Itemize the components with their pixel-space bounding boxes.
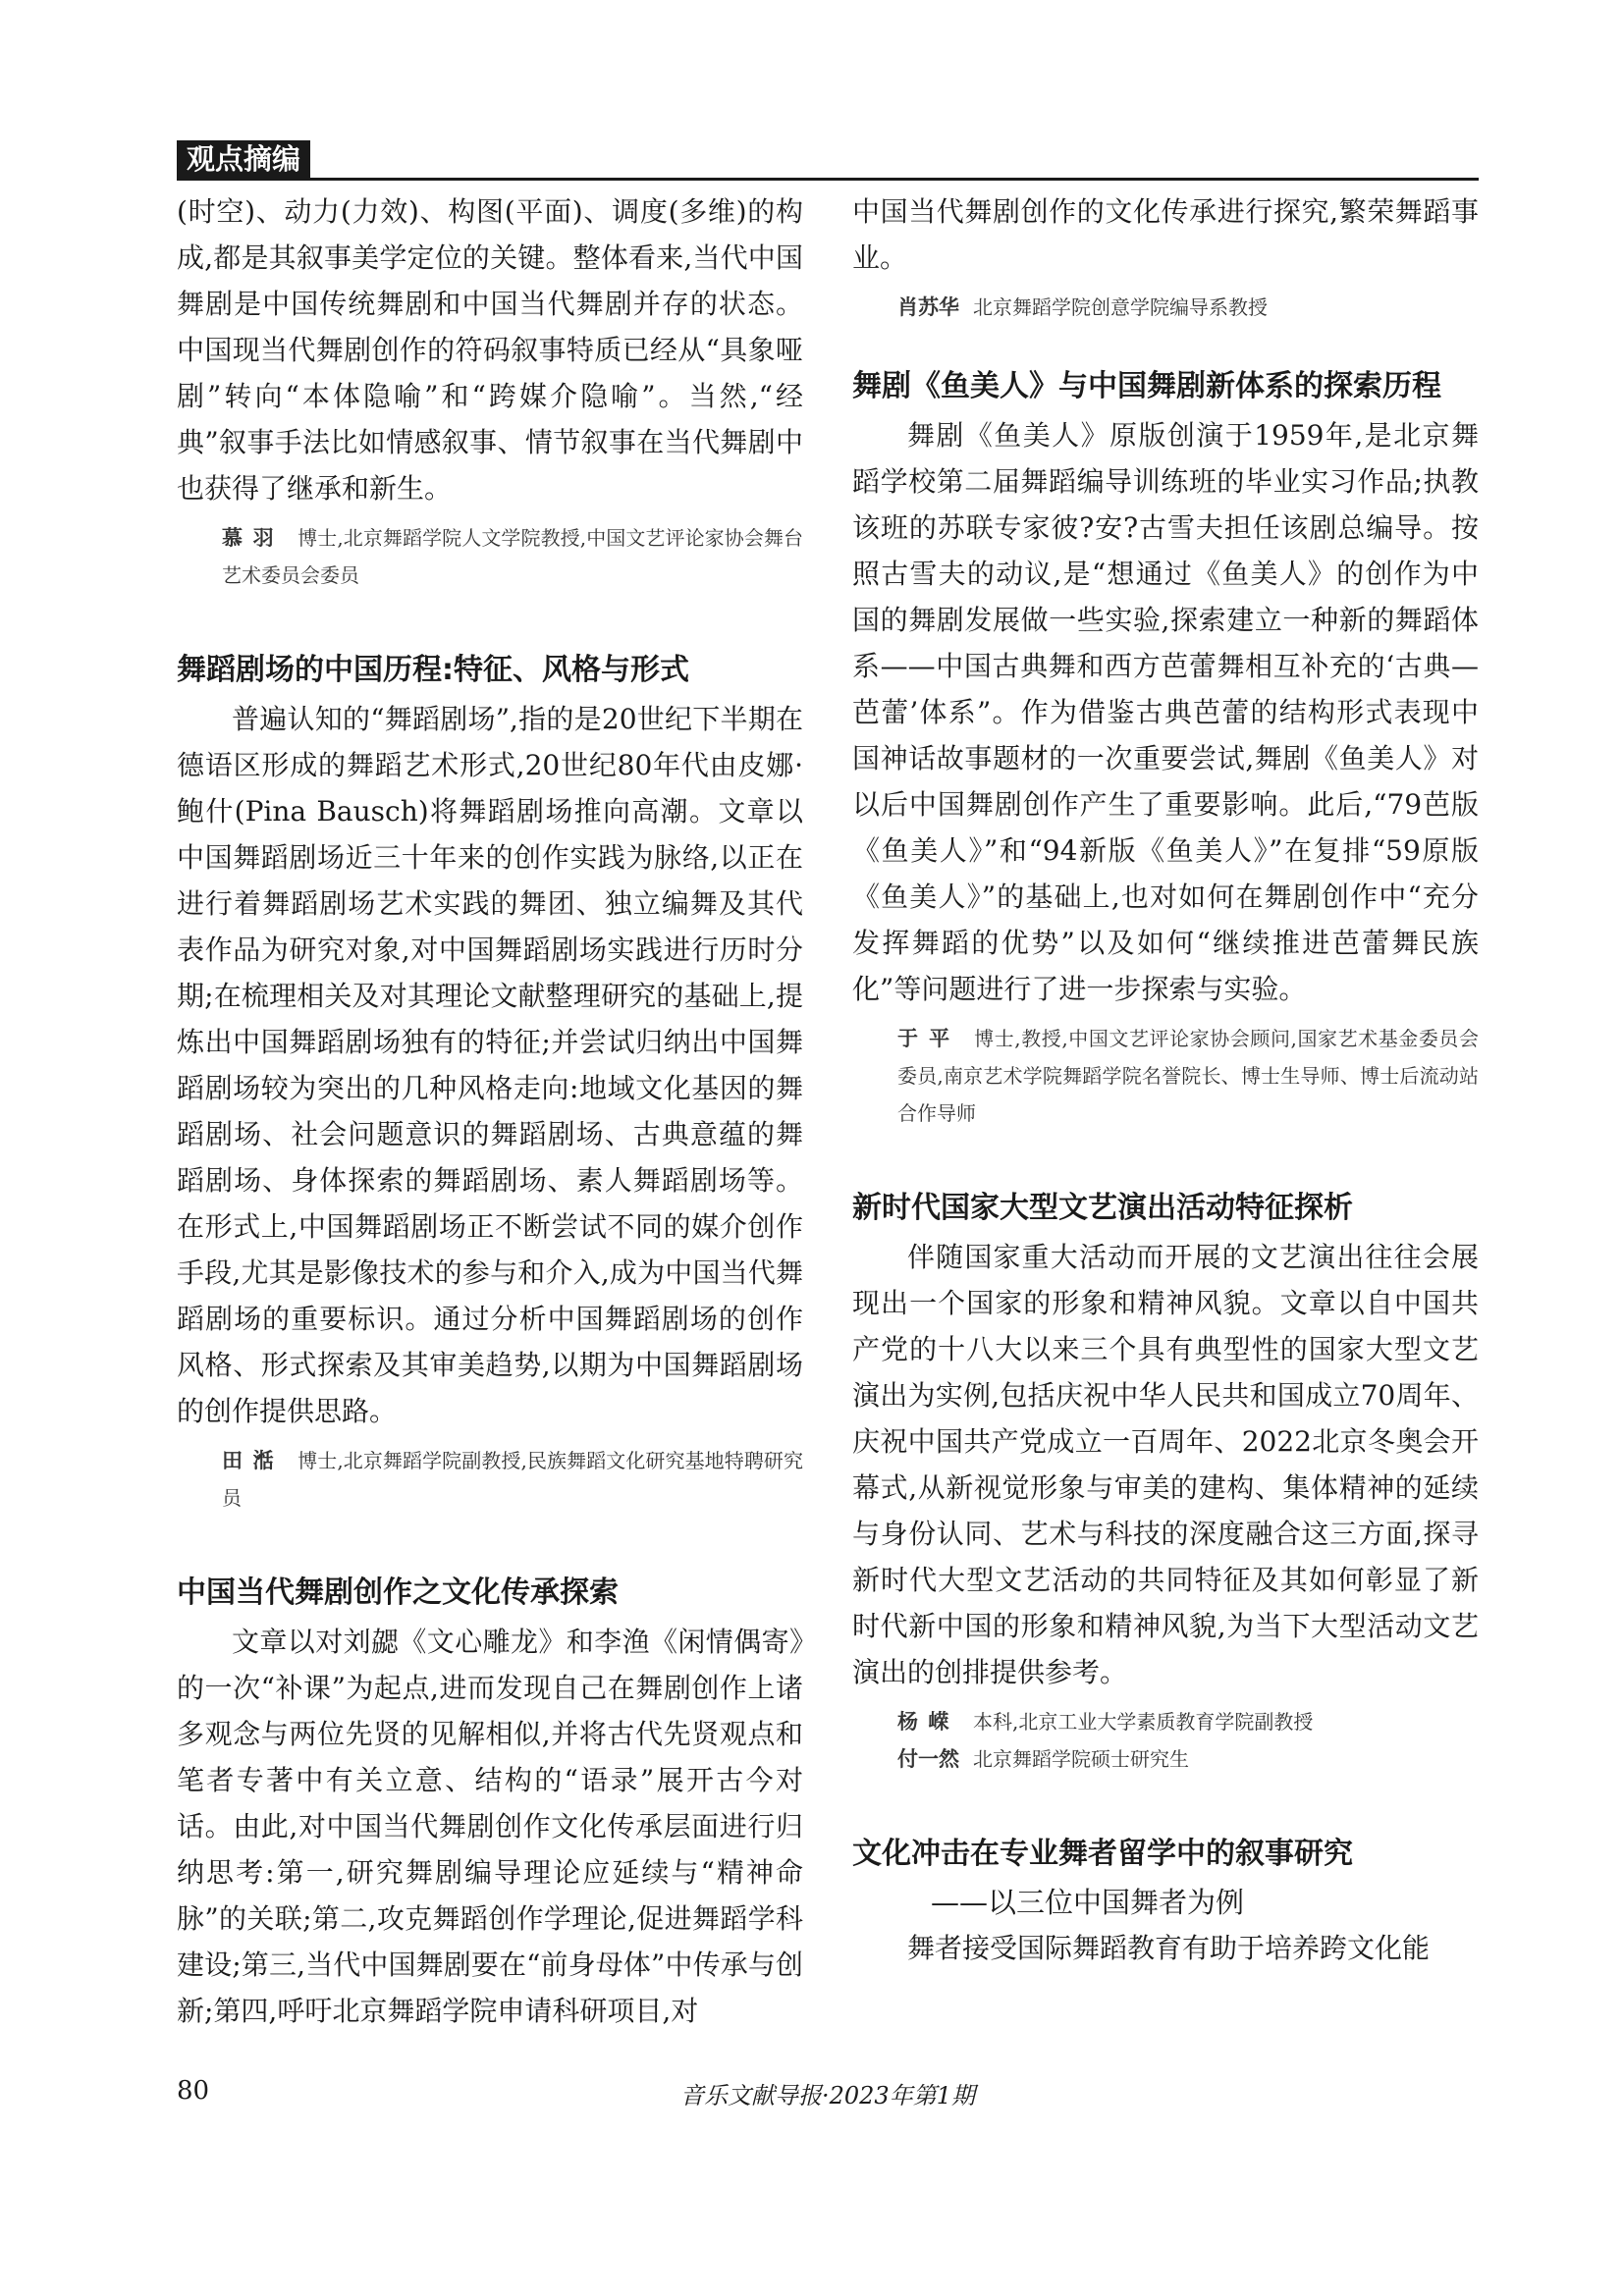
author-name: 田湉	[222, 1448, 285, 1472]
section-rule	[177, 178, 1479, 181]
article-subtitle: ——以三位中国舞者为例	[931, 1886, 1245, 1919]
author-line	[852, 289, 1479, 326]
page-number: 80	[177, 2076, 210, 2106]
intro-paragraph: (时空)、动力(力效)、构图(平面)、调度(多维)的构成,都是其叙事美学定位的关键。整体看来,当代中国舞剧是中国传统舞剧和中国当代舞剧并存的状态。中国现当代舞剧创作的符码叙事特质已经从“具象哑剧”转向“本体隐喻”和“跨媒介隐喻”。当然,“经典”叙事手法比如情感叙事、情节叙事在当代舞剧中也获得了继承和新生。	[177, 195, 803, 505]
left-column	[177, 188, 803, 2024]
article-body: 普遍认知的“舞蹈剧场”,指的是20世纪下半期在德语区形成的舞蹈艺术形式,20世纪80年代由皮娜·鲍什(Pina Bausch)将舞蹈剧场推向高潮。文章以中国舞蹈剧场近三十年来的创作实践为脉络,以正在进行着舞蹈剧场艺术实践的舞团、独立编舞及其代表作品为研究对象,对中国舞蹈剧场实践进行历时分期;在梳理相关及对其理论文献整理研究的基础上,提炼出中国舞蹈剧场独有的特征;并尝试归纳出中国舞蹈剧场较为突出的几种风格走向:地域文化基因的舞蹈剧场、社会问题意识的舞蹈剧场、古典意蕴的舞蹈剧场、身体探索的舞蹈剧场、素人舞蹈剧场等。在形式上,中国舞蹈剧场正不断尝试不同的媒介创作手段,尤其是影像技术的参与和介入,成为中国当代舞蹈剧场的重要标识。通过分析中国舞蹈剧场的创作风格、形式探索及其审美趋势,以期为中国舞蹈剧场的创作提供思路。	[177, 703, 803, 1427]
author-line	[852, 1703, 1479, 1740]
author-name: 慕羽	[222, 525, 285, 550]
author-bio: 本科,北京工业大学素质教育学院副教授	[973, 1710, 1314, 1734]
author-bio: 博士,教授,中国文艺评论家协会顾问,国家艺术基金委员会委员,南京艺术学院舞蹈学院名誉院长、博士生导师、博士后流动站合作导师	[897, 1027, 1479, 1125]
article-body: 文章以对刘勰《文心雕龙》和李渔《闲情偶寄》的一次“补课”为起点,进而发现自己在舞剧创作上诸多观念与两位先贤的见解相似,并将古代先贤观点和笔者专著中有关立意、结构的“语录”展开古今对话。由此,对中国当代舞剧创作文化传承层面进行归纳思考:第一,研究舞剧编导理论应延续与“精神命脉”的关联;第二,攻克舞蹈创作学理论,促进舞蹈学科建设;第三,当代中国舞剧要在“前身母体”中传承与创新;第四,呼吁北京舞蹈学院申请科研项目,对	[177, 1626, 803, 2024]
article-title: 中国当代舞剧创作之文化传承探索	[177, 1575, 619, 1610]
author-line	[177, 519, 803, 594]
section-tag: 观点摘编	[177, 140, 310, 178]
author-name: 于平	[897, 1026, 961, 1050]
author-line	[852, 1020, 1479, 1132]
article-body: 舞剧《鱼美人》原版创演于1959年,是北京舞蹈学校第二届舞蹈编导训练班的毕业实习作品;执教该班的苏联专家彼?安?古雪夫担任该剧总编导。按照古雪夫的动议,是“想通过《鱼美人》的创作为中国的舞剧发展做一些实验,探索建立一种新的舞蹈体系——中国古典舞和西方芭蕾舞相互补充的‘古典—芭蕾’体系”。作为借鉴古典芭蕾的结构形式表现中国神话故事题材的一次重要尝试,舞剧《鱼美人》对以后中国舞剧创作产生了重要影响。此后,“79芭版《鱼美人》”和“94新版《鱼美人》”在复排“59原版《鱼美人》”的基础上,也对如何在舞剧创作中“充分发挥舞蹈的优势”以及如何“继续推进芭蕾舞民族化”等问题进行了进一步探索与实验。	[852, 419, 1479, 1005]
author-line	[852, 1740, 1479, 1778]
article-title: 新时代国家大型文艺演出活动特征探析	[852, 1191, 1353, 1225]
author-name: 杨嵘	[897, 1709, 959, 1734]
author-line	[177, 1442, 803, 1517]
section-header	[177, 140, 1479, 182]
author-bio: 博士,北京舞蹈学院人文学院教授,中国文艺评论家协会舞台艺术委员会委员	[222, 526, 803, 587]
author-bio: 北京舞蹈学院硕士研究生	[973, 1747, 1189, 1771]
journal-issue: 音乐文献导报·2023年第1期	[680, 2082, 975, 2109]
author-name: 付一然	[897, 1746, 959, 1771]
article-title: 舞蹈剧场的中国历程:特征、风格与形式	[177, 653, 689, 687]
right-column	[852, 188, 1479, 2024]
author-bio: 北京舞蹈学院创意学院编导系教授	[973, 295, 1268, 319]
author-bio: 博士,北京舞蹈学院副教授,民族舞蹈文化研究基地特聘研究员	[222, 1449, 803, 1510]
article-body-continued: 中国当代舞剧创作的文化传承进行探究,繁荣舞蹈事业。	[852, 195, 1479, 274]
article-body: 伴随国家重大活动而开展的文艺演出往往会展现出一个国家的形象和精神风貌。文章以自中国共产党的十八大以来三个具有典型性的国家大型文艺演出为实例,包括庆祝中华人民共和国成立70周年、庆祝中国共产党成立一百周年、2022北京冬奥会开幕式,从新视觉形象与审美的建构、集体精神的延续与身份认同、艺术与科技的深度融合这三方面,探寻新时代大型文艺活动的共同特征及其如何彰显了新时代新中国的形象和精神风貌,为当下大型活动文艺演出的创排提供参考。	[852, 1241, 1479, 1688]
article-body: 舞者接受国际舞蹈教育有助于培养跨文化能	[907, 1932, 1431, 1964]
author-name: 肖苏华	[897, 294, 959, 319]
article-title: 文化冲击在专业舞者留学中的叙事研究	[852, 1837, 1353, 1871]
article-title: 舞剧《鱼美人》与中国舞剧新体系的探索历程	[852, 369, 1441, 403]
page-footer	[177, 2076, 1479, 2115]
